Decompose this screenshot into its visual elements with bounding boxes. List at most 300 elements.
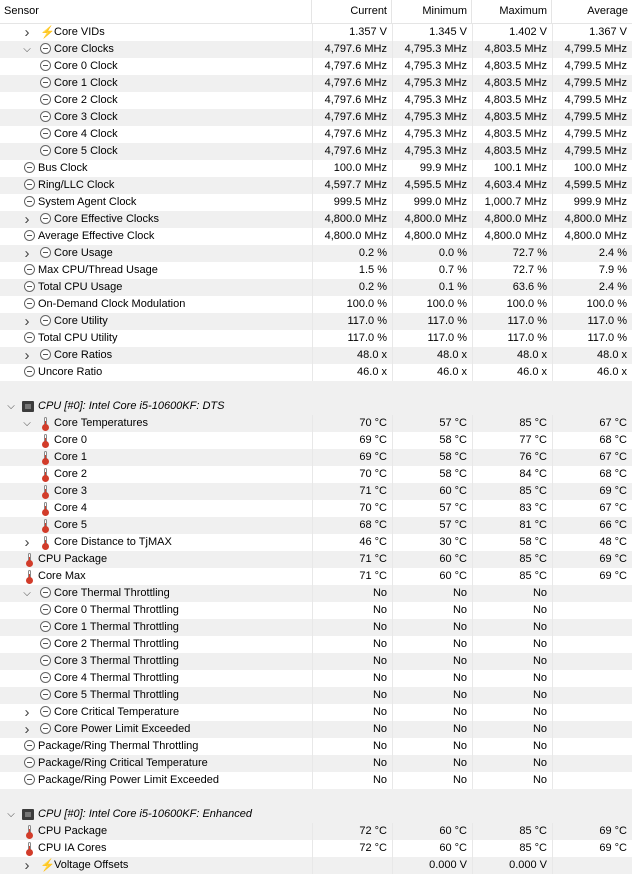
expand-chevron-icon[interactable]: › [24, 313, 30, 330]
maximum-value: 4,800.0 MHz [472, 228, 552, 245]
maximum-value: 4,803.5 MHz [472, 109, 552, 126]
header-current[interactable]: Current [312, 0, 392, 23]
sensor-label: Core 2 Thermal Throttling [54, 638, 179, 650]
clock-icon [40, 349, 51, 360]
sensor-label: CPU Package [38, 553, 108, 565]
minimum-value: 60 °C [392, 823, 472, 840]
maximum-value: 72.7 % [472, 245, 552, 262]
minimum-value: No [392, 738, 472, 755]
sensor-row[interactable] [0, 296, 632, 313]
sensor-label: Core Ratios [54, 349, 113, 361]
minimum-value: 117.0 % [392, 313, 472, 330]
sensor-label: Core 5 [54, 519, 88, 531]
clock-icon [24, 196, 35, 207]
average-value [552, 738, 632, 755]
average-value: 67 °C [552, 500, 632, 517]
minimum-value: No [392, 704, 472, 721]
minimum-value: No [392, 619, 472, 636]
average-value: 67 °C [552, 415, 632, 432]
expand-chevron-icon[interactable]: › [24, 347, 30, 364]
sensor-list [0, 24, 632, 874]
sensor-label: Core Power Limit Exceeded [54, 723, 191, 735]
clock-icon [40, 77, 51, 88]
sensor-label: Average Effective Clock [38, 230, 155, 242]
maximum-value: 85 °C [472, 568, 552, 585]
sensor-row[interactable] [0, 857, 632, 874]
sensor-label: Max CPU/Thread Usage [38, 264, 158, 276]
sensor-label: Core 1 [54, 451, 88, 463]
sensor-label: Core 0 [54, 434, 88, 446]
average-value [552, 619, 632, 636]
minimum-value: 4,800.0 MHz [392, 211, 472, 228]
maximum-value: 63.6 % [472, 279, 552, 296]
maximum-value: 1.402 V [472, 24, 552, 41]
minimum-value: 48.0 x [392, 347, 472, 364]
minimum-value: 57 °C [392, 415, 472, 432]
thermometer-icon [42, 451, 49, 462]
sensor-row[interactable] [0, 92, 632, 109]
current-value: No [312, 704, 392, 721]
minimum-value: No [392, 755, 472, 772]
maximum-value: 85 °C [472, 823, 552, 840]
current-value: 100.0 % [312, 296, 392, 313]
current-value: 71 °C [312, 551, 392, 568]
sensor-row[interactable] [0, 228, 632, 245]
maximum-value: 117.0 % [472, 330, 552, 347]
collapse-chevron-icon[interactable]: ⌵ [23, 588, 31, 599]
clock-icon [40, 604, 51, 615]
average-value: 69 °C [552, 551, 632, 568]
sensor-row[interactable] [0, 500, 632, 517]
minimum-value: 0.7 % [392, 262, 472, 279]
sensor-label: Core 1 Thermal Throttling [54, 621, 179, 633]
current-value: 4,797.6 MHz [312, 109, 392, 126]
sensor-label: Core Critical Temperature [54, 706, 180, 718]
clock-icon [40, 213, 51, 224]
sensor-row[interactable] [0, 245, 632, 262]
group-header-row[interactable] [0, 806, 632, 823]
current-value: No [312, 721, 392, 738]
sensor-label: Core Utility [54, 315, 108, 327]
sensor-row[interactable] [0, 347, 632, 364]
minimum-value: 4,795.3 MHz [392, 109, 472, 126]
sensor-row[interactable] [0, 704, 632, 721]
clock-icon [24, 332, 35, 343]
thermometer-icon [42, 485, 49, 496]
maximum-value: No [472, 721, 552, 738]
minimum-value: 58 °C [392, 449, 472, 466]
sensor-row[interactable] [0, 364, 632, 381]
sensor-row[interactable] [0, 721, 632, 738]
current-value: 71 °C [312, 483, 392, 500]
clock-icon [40, 94, 51, 105]
sensor-row[interactable] [0, 160, 632, 177]
sensor-label: Core 4 Clock [54, 128, 118, 140]
collapse-chevron-icon[interactable]: ⌵ [23, 418, 31, 429]
sensor-label: Core Thermal Throttling [54, 587, 170, 599]
current-value: 0.2 % [312, 279, 392, 296]
expand-chevron-icon[interactable]: › [24, 24, 30, 41]
minimum-value: No [392, 721, 472, 738]
clock-icon [40, 128, 51, 139]
minimum-value: 4,795.3 MHz [392, 75, 472, 92]
sensor-label: Bus Clock [38, 162, 88, 174]
sensor-row[interactable] [0, 653, 632, 670]
thermometer-icon [42, 536, 49, 547]
sensor-label: Package/Ring Thermal Throttling [38, 740, 199, 752]
sensor-row[interactable] [0, 602, 632, 619]
sensor-row[interactable] [0, 330, 632, 347]
clock-icon [40, 655, 51, 666]
clock-icon [24, 366, 35, 377]
sensor-label: Core 5 Thermal Throttling [54, 689, 179, 701]
sensor-row[interactable] [0, 738, 632, 755]
average-value [552, 670, 632, 687]
clock-icon [24, 230, 35, 241]
current-value: 1.5 % [312, 262, 392, 279]
sensor-row[interactable] [0, 551, 632, 568]
average-value: 4,799.5 MHz [552, 92, 632, 109]
maximum-value: 4,803.5 MHz [472, 58, 552, 75]
maximum-value: 4,603.4 MHz [472, 177, 552, 194]
sensor-label: Core 4 Thermal Throttling [54, 672, 179, 684]
collapse-chevron-icon[interactable]: ⌵ [7, 809, 15, 820]
group-title: CPU [#0]: Intel Core i5-10600KF: DTS [38, 400, 225, 412]
sensor-row[interactable] [0, 483, 632, 500]
sensor-label: Core Usage [54, 247, 113, 259]
sensor-row[interactable] [0, 279, 632, 296]
maximum-value: 85 °C [472, 840, 552, 857]
sensor-label: Total CPU Usage [38, 281, 123, 293]
sensor-row[interactable] [0, 449, 632, 466]
minimum-value: 57 °C [392, 517, 472, 534]
maximum-value: No [472, 772, 552, 789]
clock-icon [40, 43, 51, 54]
sensor-label: Core 4 [54, 502, 88, 514]
average-value: 67 °C [552, 449, 632, 466]
maximum-value: 85 °C [472, 483, 552, 500]
clock-icon [24, 281, 35, 292]
current-value: 100.0 MHz [312, 160, 392, 177]
sensor-row[interactable] [0, 755, 632, 772]
sensor-row[interactable] [0, 568, 632, 585]
sensor-label: CPU Package [38, 825, 108, 837]
minimum-value: 57 °C [392, 500, 472, 517]
average-value: 7.9 % [552, 262, 632, 279]
sensor-row[interactable] [0, 585, 632, 602]
current-value: 4,797.6 MHz [312, 58, 392, 75]
average-value [552, 772, 632, 789]
minimum-value: 58 °C [392, 466, 472, 483]
average-value: 4,799.5 MHz [552, 126, 632, 143]
maximum-value: 4,800.0 MHz [472, 211, 552, 228]
sensor-label: Core 3 Thermal Throttling [54, 655, 179, 667]
thermometer-icon [26, 553, 33, 564]
current-value: 46 °C [312, 534, 392, 551]
clock-icon [40, 145, 51, 156]
current-value: No [312, 738, 392, 755]
current-value: 70 °C [312, 500, 392, 517]
clock-icon [40, 706, 51, 717]
sensor-row[interactable] [0, 211, 632, 228]
thermometer-icon [26, 570, 33, 581]
expand-chevron-icon[interactable]: › [24, 721, 30, 738]
maximum-value: 4,803.5 MHz [472, 75, 552, 92]
sensor-label: Ring/LLC Clock [38, 179, 115, 191]
sensor-label: Core Max [38, 570, 86, 582]
minimum-value: 4,795.3 MHz [392, 58, 472, 75]
average-value: 100.0 % [552, 296, 632, 313]
current-value: 4,797.6 MHz [312, 126, 392, 143]
current-value: No [312, 755, 392, 772]
maximum-value: No [472, 585, 552, 602]
minimum-value: 0.1 % [392, 279, 472, 296]
current-value: 72 °C [312, 823, 392, 840]
current-value: No [312, 772, 392, 789]
clock-icon [24, 740, 35, 751]
sensor-label: Core Clocks [54, 43, 114, 55]
minimum-value: No [392, 687, 472, 704]
average-value: 69 °C [552, 483, 632, 500]
maximum-value: 1,000.7 MHz [472, 194, 552, 211]
current-value: 4,797.6 MHz [312, 92, 392, 109]
clock-icon [40, 587, 51, 598]
average-value: 999.9 MHz [552, 194, 632, 211]
collapse-chevron-icon[interactable]: ⌵ [23, 44, 31, 55]
clock-icon [24, 179, 35, 190]
cpu-chip-icon [22, 401, 34, 412]
average-value: 68 °C [552, 466, 632, 483]
minimum-value: 60 °C [392, 840, 472, 857]
sensor-label: Core 3 Clock [54, 111, 118, 123]
maximum-value: No [472, 602, 552, 619]
sensor-label: Core Temperatures [54, 417, 148, 429]
clock-icon [40, 672, 51, 683]
maximum-value: 46.0 x [472, 364, 552, 381]
current-value: 70 °C [312, 415, 392, 432]
minimum-value: 4,800.0 MHz [392, 228, 472, 245]
average-value: 4,800.0 MHz [552, 211, 632, 228]
current-value [312, 857, 392, 874]
current-value: No [312, 636, 392, 653]
sensor-row[interactable] [0, 109, 632, 126]
maximum-value: 4,803.5 MHz [472, 126, 552, 143]
sensor-row[interactable] [0, 262, 632, 279]
sensor-row[interactable] [0, 670, 632, 687]
sensor-row[interactable] [0, 24, 632, 41]
maximum-value: No [472, 636, 552, 653]
sensor-row[interactable] [0, 466, 632, 483]
maximum-value: 4,803.5 MHz [472, 143, 552, 160]
average-value: 46.0 x [552, 364, 632, 381]
average-value: 69 °C [552, 840, 632, 857]
average-value [552, 602, 632, 619]
average-value [552, 721, 632, 738]
sensor-row[interactable] [0, 687, 632, 704]
sensor-label: Core 2 Clock [54, 94, 118, 106]
sensor-label: Core 3 [54, 485, 88, 497]
expand-chevron-icon[interactable]: › [24, 534, 30, 551]
minimum-value: No [392, 670, 472, 687]
average-value: 2.4 % [552, 245, 632, 262]
minimum-value: No [392, 636, 472, 653]
expand-chevron-icon[interactable]: › [24, 857, 30, 874]
sensor-row[interactable] [0, 75, 632, 92]
average-value [552, 755, 632, 772]
current-value: 71 °C [312, 568, 392, 585]
sensor-label: System Agent Clock [38, 196, 137, 208]
voltage-bolt-icon: ⚡ [40, 858, 55, 872]
clock-icon [40, 621, 51, 632]
average-value: 48 °C [552, 534, 632, 551]
sensor-row[interactable] [0, 619, 632, 636]
maximum-value: 100.1 MHz [472, 160, 552, 177]
current-value: 117.0 % [312, 330, 392, 347]
sensor-row[interactable] [0, 313, 632, 330]
sensor-label: Core Distance to TjMAX [54, 536, 172, 548]
average-value: 69 °C [552, 568, 632, 585]
clock-icon [40, 315, 51, 326]
sensor-row[interactable] [0, 194, 632, 211]
clock-icon [40, 689, 51, 700]
current-value: 4,800.0 MHz [312, 211, 392, 228]
maximum-value: 85 °C [472, 551, 552, 568]
minimum-value: 117.0 % [392, 330, 472, 347]
thermometer-icon [42, 502, 49, 513]
minimum-value: 60 °C [392, 568, 472, 585]
maximum-value: No [472, 670, 552, 687]
sensor-label: Core 1 Clock [54, 77, 118, 89]
maximum-value: No [472, 738, 552, 755]
sensor-label: Uncore Ratio [38, 366, 103, 378]
sensor-row[interactable] [0, 534, 632, 551]
clock-icon [24, 264, 35, 275]
current-value: No [312, 670, 392, 687]
expand-chevron-icon[interactable]: › [24, 704, 30, 721]
average-value [552, 857, 632, 874]
current-value: 69 °C [312, 449, 392, 466]
average-value [552, 636, 632, 653]
minimum-value: 46.0 x [392, 364, 472, 381]
average-value: 2.4 % [552, 279, 632, 296]
average-value: 4,599.5 MHz [552, 177, 632, 194]
average-value [552, 653, 632, 670]
sensor-label: Core 5 Clock [54, 145, 118, 157]
minimum-value: 60 °C [392, 483, 472, 500]
clock-icon [40, 247, 51, 258]
maximum-value: 100.0 % [472, 296, 552, 313]
current-value: 70 °C [312, 466, 392, 483]
sensor-row[interactable] [0, 840, 632, 857]
minimum-value: No [392, 585, 472, 602]
current-value: No [312, 687, 392, 704]
spacer-row [0, 789, 632, 806]
maximum-value: 48.0 x [472, 347, 552, 364]
header-average[interactable]: Average [587, 5, 628, 17]
expand-chevron-icon[interactable]: › [24, 245, 30, 262]
minimum-value: No [392, 772, 472, 789]
sensor-label: Package/Ring Power Limit Exceeded [38, 774, 219, 786]
cpu-chip-icon [22, 809, 34, 820]
maximum-value: 0.000 V [472, 857, 552, 874]
sensor-row[interactable] [0, 517, 632, 534]
header-sensor[interactable]: Sensor [0, 0, 312, 23]
average-value: 68 °C [552, 432, 632, 449]
current-value: 72 °C [312, 840, 392, 857]
current-value: No [312, 619, 392, 636]
average-value: 4,799.5 MHz [552, 143, 632, 160]
sensor-label: Core 2 [54, 468, 88, 480]
sensor-row[interactable] [0, 772, 632, 789]
minimum-value: No [392, 602, 472, 619]
clock-icon [40, 60, 51, 71]
maximum-value: 77 °C [472, 432, 552, 449]
sensor-row[interactable] [0, 432, 632, 449]
sensor-label: CPU IA Cores [38, 842, 107, 854]
sensor-row[interactable] [0, 41, 632, 58]
minimum-value: 60 °C [392, 551, 472, 568]
maximum-value: 58 °C [472, 534, 552, 551]
maximum-value: 84 °C [472, 466, 552, 483]
voltage-bolt-icon: ⚡ [40, 25, 55, 39]
group-title: CPU [#0]: Intel Core i5-10600KF: Enhanced [38, 808, 253, 820]
sensor-row[interactable] [0, 126, 632, 143]
sensor-row[interactable] [0, 415, 632, 432]
collapse-chevron-icon[interactable]: ⌵ [7, 401, 15, 412]
maximum-value: No [472, 704, 552, 721]
sensor-row[interactable] [0, 143, 632, 160]
sensor-row[interactable] [0, 636, 632, 653]
maximum-value: No [472, 653, 552, 670]
expand-chevron-icon[interactable]: › [24, 211, 30, 228]
minimum-value: 1.345 V [392, 24, 472, 41]
maximum-value: 72.7 % [472, 262, 552, 279]
average-value: 1.367 V [552, 24, 632, 41]
maximum-value: 76 °C [472, 449, 552, 466]
current-value: 46.0 x [312, 364, 392, 381]
thermometer-icon [42, 519, 49, 530]
sensor-row[interactable] [0, 823, 632, 840]
header-minimum[interactable]: Minimum [392, 0, 472, 23]
maximum-value: 117.0 % [472, 313, 552, 330]
group-header-row[interactable] [0, 398, 632, 415]
minimum-value: 99.9 MHz [392, 160, 472, 177]
current-value: 69 °C [312, 432, 392, 449]
average-value: 117.0 % [552, 313, 632, 330]
average-value: 4,800.0 MHz [552, 228, 632, 245]
header-maximum[interactable]: Maximum [472, 0, 552, 23]
average-value: 4,799.5 MHz [552, 41, 632, 58]
clock-icon [40, 638, 51, 649]
minimum-value: 100.0 % [392, 296, 472, 313]
current-value: No [312, 602, 392, 619]
current-value: 4,800.0 MHz [312, 228, 392, 245]
minimum-value: 0.000 V [392, 857, 472, 874]
clock-icon [24, 757, 35, 768]
sensor-row[interactable] [0, 177, 632, 194]
minimum-value: 4,795.3 MHz [392, 92, 472, 109]
minimum-value: No [392, 653, 472, 670]
sensor-label: Core VIDs [54, 26, 105, 38]
maximum-value: 81 °C [472, 517, 552, 534]
thermometer-icon [42, 468, 49, 479]
maximum-value: 4,803.5 MHz [472, 92, 552, 109]
minimum-value: 58 °C [392, 432, 472, 449]
average-value: 4,799.5 MHz [552, 75, 632, 92]
sensor-row[interactable] [0, 58, 632, 75]
thermometer-icon [26, 825, 33, 836]
sensor-label: Package/Ring Critical Temperature [38, 757, 208, 769]
